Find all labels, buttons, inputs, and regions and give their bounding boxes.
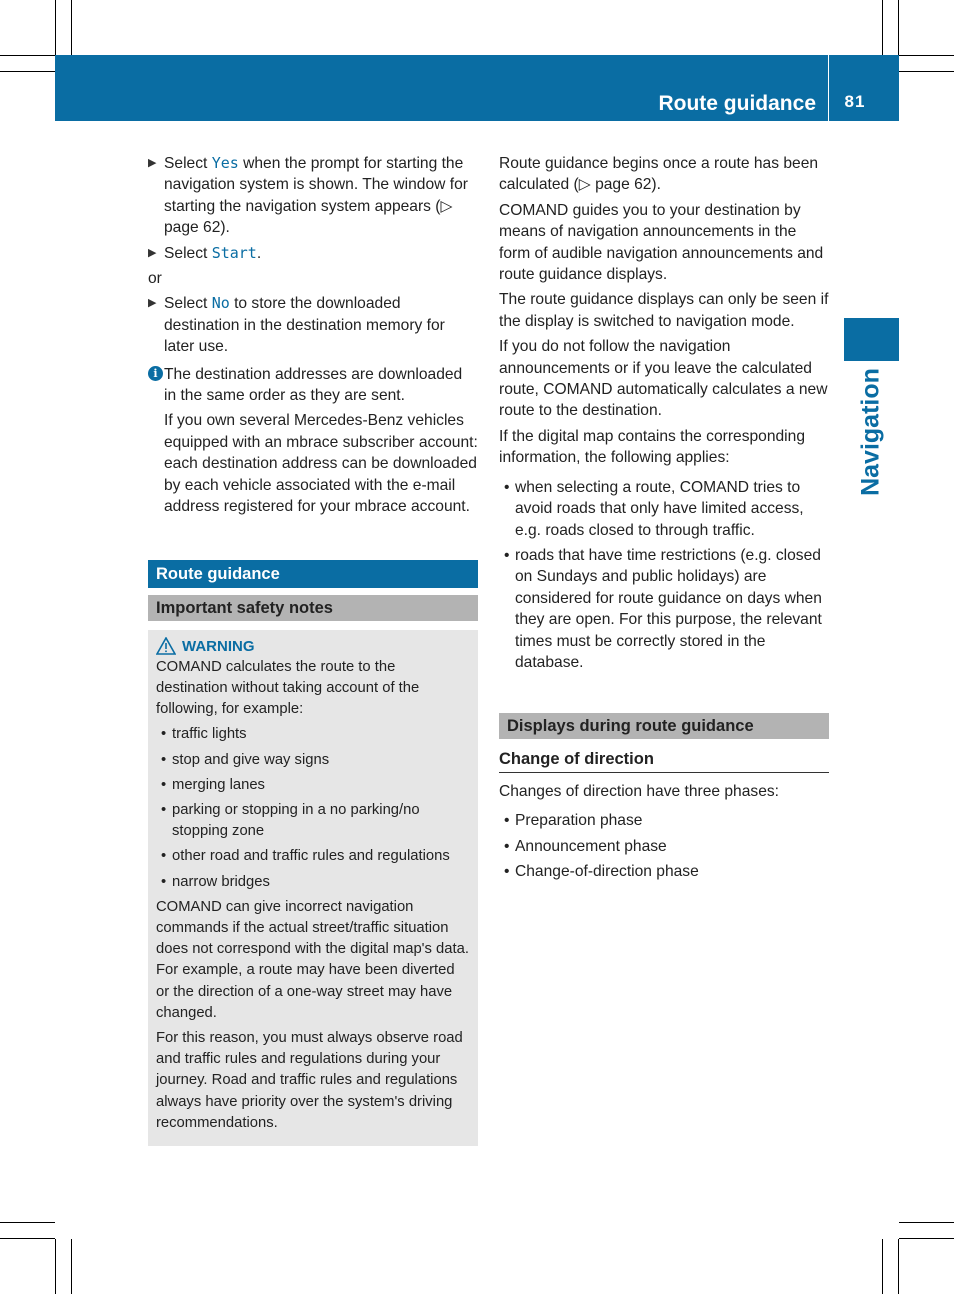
crop-mark: [55, 0, 56, 55]
info-note: [148, 364, 478, 518]
step-select-no: ▶ Select No to store the downloaded destination in the destination memory for later use.: [148, 294, 445, 356]
right-column: [499, 153, 829, 886]
list-item: • traffic lights: [156, 724, 470, 745]
highlight-yes: Yes: [211, 154, 239, 172]
page-number: 81: [844, 92, 866, 111]
crop-mark: [0, 1238, 55, 1239]
highlight-no: No: [211, 294, 230, 313]
list-item: • Change-of-direction phase: [499, 861, 829, 882]
list-item: • merging lanes: [156, 775, 470, 796]
or-text: or: [148, 270, 162, 288]
paragraph: The route guidance displays can only be seen if the display is switched to navigation mode.: [499, 291, 829, 330]
crop-mark: [71, 1239, 72, 1294]
list-item: • parking or stopping in a no parking/no stopping zone: [156, 800, 470, 842]
step-select-yes: ▶ Select Yes when the prompt for starting the navigation system is shown. The window for starting the navigation system appears (▷ page 62).: [148, 154, 468, 237]
crop-mark: [899, 71, 954, 72]
step-select-start: ▶ Select Start.: [148, 243, 478, 264]
crop-mark: [0, 71, 55, 72]
highlight-start: Start: [211, 243, 257, 262]
paragraph: If you do not follow the navigation announcements or if you leave the calculated route, COMAND automatically calculates a new route to the destination.: [499, 338, 828, 420]
list-item: • stop and give way signs: [156, 750, 470, 771]
section-heading: Displays during route guidance: [499, 713, 829, 739]
warning-box: [148, 630, 478, 1146]
warning-list: [156, 724, 470, 892]
phases-list: [499, 810, 829, 882]
step-arrow-icon: ▶: [148, 157, 157, 169]
sub-heading: Change of direction: [499, 749, 829, 772]
warning-title: WARNING: [156, 636, 470, 657]
header-title: Route guidance: [658, 92, 816, 115]
warning-paragraph: COMAND can give incorrect navigation commands if the actual street/traffic situation does not correspond with the digital map's data. For example, a route may have been diverted or the direction of a one-way street may have changed.: [156, 898, 469, 1021]
list-item: • other road and traffic rules and regulations: [156, 846, 470, 867]
crop-mark: [898, 0, 899, 55]
warning-paragraph: For this reason, you must always observe road and traffic rules and regulations during your journey. Road and traffic rules and regulations always have priority over the system's driving recommendations.: [156, 1029, 463, 1131]
crop-mark: [0, 55, 55, 56]
crop-mark: [71, 0, 72, 55]
left-column: [148, 153, 478, 1146]
paragraph: COMAND guides you to your destination by means of navigation announcements in the form of audible navigation announcements and route guidance displays.: [499, 201, 824, 284]
list-item: • Announcement phase: [499, 836, 829, 857]
side-tab-label: Navigation: [856, 368, 885, 496]
list-item: • Preparation phase: [499, 810, 829, 831]
subsection-heading: Important safety notes: [148, 595, 478, 621]
list-item: • roads that have time restrictions (e.g. closed on Sundays and public holidays) are considered for route guidance on days when they are open. For this purpose, the relevant times must be correctly stored in the database.: [499, 545, 829, 673]
crop-mark: [899, 1222, 954, 1223]
crop-mark: [882, 1239, 883, 1294]
side-tab: [844, 318, 899, 361]
crop-mark: [882, 0, 883, 55]
paragraph: If the digital map contains the corresponding information, the following applies:: [499, 427, 805, 467]
paragraph: Route guidance begins once a route has been calculated (▷ page 62).: [499, 155, 819, 194]
paragraph: Changes of direction have three phases:: [499, 782, 780, 800]
crop-mark: [55, 1239, 56, 1294]
warning-triangle-icon: [156, 637, 176, 655]
crop-mark: [899, 55, 954, 56]
info-paragraph: If you own several Mercedes-Benz vehicles equipped with an mbrace subscriber account: each destination address can be downloaded by each vehicle associated with the e-mail address registered for your mbrace account.: [164, 412, 478, 516]
step-arrow-icon: ▶: [148, 297, 157, 310]
list-item: • when selecting a route, COMAND tries to avoid roads that only have limited access, e.g. roads closed to through traffic.: [499, 477, 829, 541]
section-heading: Route guidance: [148, 560, 478, 588]
crop-mark: [0, 1222, 55, 1223]
list-item: • narrow bridges: [156, 872, 470, 893]
crop-mark: [899, 1238, 954, 1239]
crop-mark: [898, 1239, 899, 1294]
step-arrow-icon: ▶: [148, 246, 157, 259]
info-icon: i: [148, 366, 163, 381]
conditions-list: [499, 477, 829, 674]
warning-intro: COMAND calculates the route to the destination without taking account of the following, for example:: [156, 658, 420, 718]
info-paragraph: The destination addresses are downloaded in the same order as they are sent.: [164, 365, 463, 405]
